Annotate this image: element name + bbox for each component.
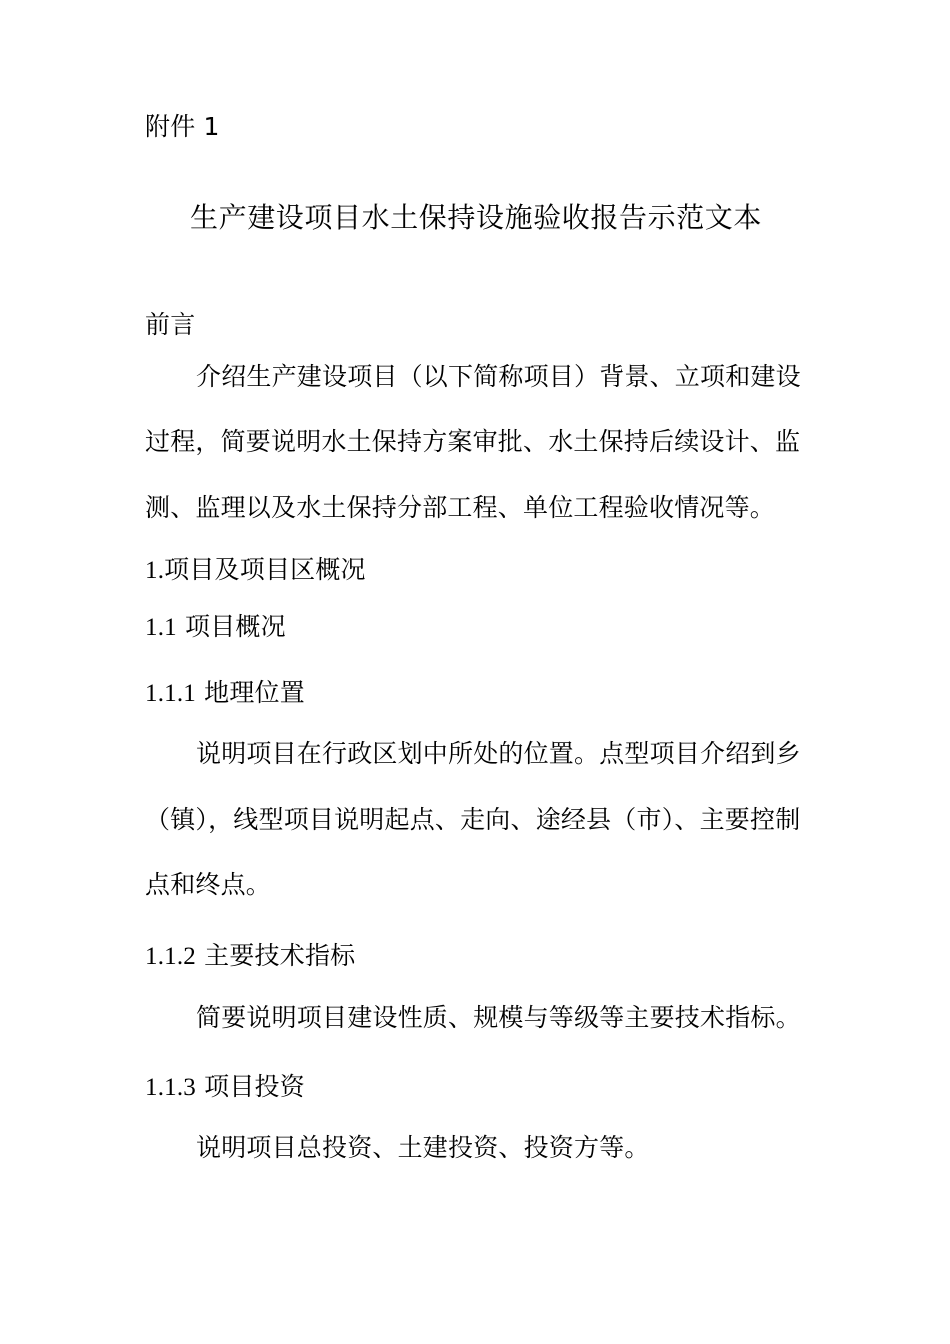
preface-line-3: 测、监理以及水土保持分部工程、单位工程验收情况等。 (145, 493, 776, 522)
section-1-1-text: 项目概况 (176, 612, 286, 641)
location-line-1: 说明项目在行政区划中所处的位置。点型项目介绍到乡 (196, 739, 801, 768)
section-1-1-2-text: 主要技术指标 (196, 941, 356, 970)
section-1-1-2-number: 1.1.2 (145, 943, 196, 970)
section-1-1-3-heading (145, 1072, 305, 1103)
preface-line-1: 介绍生产建设项目（以下简称项目）背景、立项和建设 (196, 362, 801, 391)
investment-line: 说明项目总投资、土建投资、投资方等。 (196, 1133, 650, 1162)
section-1-1-1-text: 地理位置 (196, 678, 305, 707)
section-1-1-3-number: 1.1.3 (145, 1074, 196, 1101)
section-1-1-heading (145, 612, 286, 643)
preface-heading: 前言 (145, 310, 196, 339)
location-line-3: 点和终点。 (145, 870, 272, 899)
attachment-label: 附件 1 (145, 112, 220, 141)
section-1-1-number: 1.1 (145, 614, 177, 641)
technical-indicators-line: 简要说明项目建设性质、规模与等级等主要技术指标。 (196, 1003, 801, 1032)
location-line-2: （镇），线型项目说明起点、走向、途经县（市）、主要控制 (145, 805, 801, 834)
section-1-1-3-text: 项目投资 (196, 1072, 305, 1101)
section-1-1-2-heading (145, 941, 355, 972)
section-1-heading (145, 555, 366, 586)
section-1-1-1-heading (145, 678, 305, 709)
section-1-text: 项目及项目区概况 (164, 555, 366, 584)
section-1-1-1-number: 1.1.1 (145, 680, 196, 707)
section-1-number: 1. (145, 557, 165, 584)
preface-line-2: 过程，简要说明水土保持方案审批、水土保持后续设计、监 (145, 427, 801, 456)
document-title: 生产建设项目水土保持设施验收报告示范文本 (190, 201, 763, 234)
